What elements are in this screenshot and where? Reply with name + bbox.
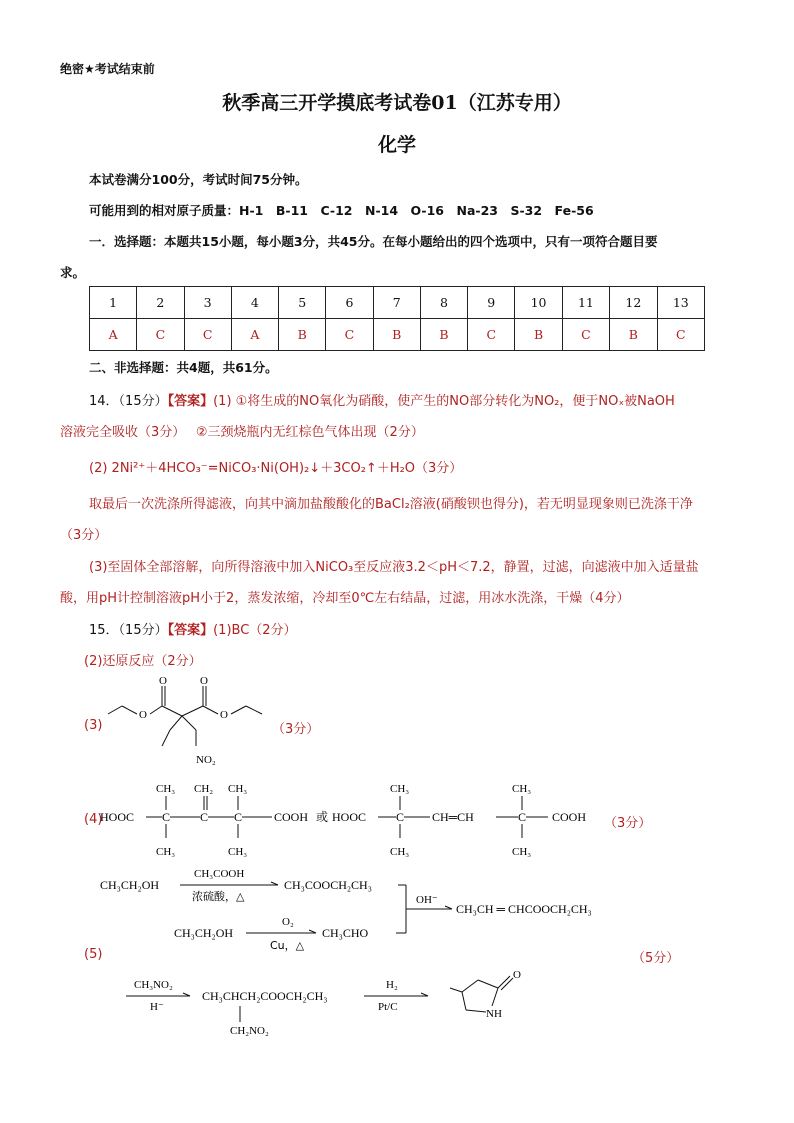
question-number: 3 — [184, 287, 231, 319]
q15-part4-structures — [96, 772, 606, 864]
carbon-2: C — [200, 810, 209, 824]
reagent-nitromethane: CH₃NO₂ — [134, 979, 173, 991]
carbon-1: C — [162, 810, 171, 824]
lactam-nh: NH — [486, 1008, 502, 1020]
question-number: 7 — [373, 287, 420, 319]
cooh-right-2: COOH — [552, 810, 587, 824]
q14-part3b: 酸，用pH计控制溶液pH小于2，蒸发浓缩，冷却至0℃左右结晶，过滤，用冰水洗涤，干燥（4分） — [60, 591, 630, 606]
answer-table — [89, 286, 705, 351]
answer-cell: B — [373, 319, 420, 351]
ester-o-right: O — [220, 709, 228, 721]
section2-heading: 二、非选择题：共4题，共61分。 — [89, 360, 278, 375]
q14-head: 14．（15分） — [89, 394, 168, 409]
confidential-label: 绝密★考试结束前 — [60, 62, 155, 76]
answer-table-answers — [90, 319, 705, 351]
subject-title: 化学 — [377, 134, 416, 156]
q14-answer-tag: 【答案】 — [167, 394, 214, 409]
answer-cell: B — [610, 319, 657, 351]
lactam-oxygen: O — [513, 969, 521, 981]
nitromethyl-group: CH₂NO₂ — [230, 1025, 269, 1037]
carbonyl-o-right: O — [200, 675, 208, 687]
q15-part1: (1)BC（2分） — [213, 623, 297, 638]
carbon-4: C — [396, 810, 405, 824]
q14-part1b: 溶液完全吸收（3分） ②三颈烧瓶内无红棕色气体出现（2分） — [60, 425, 424, 440]
carbon-3: C — [234, 810, 243, 824]
methyl-top-2: CH₃ — [228, 783, 248, 795]
question-number: 8 — [420, 287, 467, 319]
q15-part3-score: （3分） — [272, 722, 320, 737]
q15-part5-label: (5) — [84, 947, 103, 962]
answer-cell: B — [515, 319, 562, 351]
question-number: 9 — [468, 287, 515, 319]
info-score-time: 本试卷满分100分，考试时间75分钟。 — [89, 172, 308, 187]
q15-part2: (2)还原反应（2分） — [84, 654, 202, 669]
acetaldehyde: CH₃CHO — [322, 926, 369, 940]
q14-part3a: (3)至固体全部溶解，向所得溶液中加入NiCO₃至反应液3.2＜pH＜7.2，静置，过滤，向滤液中加入适量盐 — [89, 560, 699, 575]
hooc-left: HOOC — [100, 810, 135, 824]
answer-cell: C — [137, 319, 184, 351]
question-number: 1 — [90, 287, 137, 319]
q15-part5-score: （5分） — [632, 951, 680, 966]
answer-cell: C — [184, 319, 231, 351]
methyl-bottom-1: CH₃ — [156, 846, 176, 858]
cooh-right: COOH — [274, 810, 309, 824]
section1-heading: 一．选择题：本题共15小题，每小题3分，共45分。在每小题给出的四个选项中，只有一项符合题目要 — [89, 234, 658, 249]
q15-part3-label: (3) — [84, 718, 103, 733]
q14-part2-wash-a: 取最后一次洗涤所得滤液，向其中滴加盐酸酸化的BaCl₂溶液(硝酸钡也得分)，若无明显现象则已洗涤干净 — [89, 497, 693, 512]
question-number: 10 — [515, 287, 562, 319]
q15-line1 — [89, 619, 297, 638]
q15-part4-score: （3分） — [604, 816, 652, 831]
hooc-left-2: HOOC — [332, 810, 367, 824]
methyl-top-1: CH₃ — [156, 783, 176, 795]
question-number: 6 — [326, 287, 373, 319]
answer-cell: C — [326, 319, 373, 351]
carbonyl-o-left: O — [159, 675, 167, 687]
q15-answer-tag: 【答案】 — [167, 623, 214, 638]
reagent-h2: H₂ — [386, 979, 398, 991]
q14-part2: (2) 2Ni²⁺＋4HCO₃⁻=NiCO₃·Ni(OH)₂↓＋3CO₂↑＋H₂O（3分） — [89, 461, 463, 476]
ethanol-1: CH₃CH₂OH — [100, 878, 160, 892]
answer-cell: A — [231, 319, 278, 351]
answer-cell: B — [279, 319, 326, 351]
reagent-o2: O₂ — [282, 916, 294, 928]
ethyl-crotonate: CH₃CH ═ CHCOOCH₂CH₃ — [456, 902, 592, 916]
carbon-5: C — [518, 810, 527, 824]
methyl-top-3: CH₃ — [390, 783, 410, 795]
answer-cell: C — [562, 319, 609, 351]
or-word: 或 — [316, 810, 329, 824]
section1-heading-cont: 求。 — [60, 265, 86, 280]
ethanol-2: CH₃CH₂OH — [174, 926, 234, 940]
answer-cell: B — [420, 319, 467, 351]
ester-o-left: O — [139, 709, 147, 721]
reagent-acetic-acid: CH₃COOH — [194, 868, 245, 880]
question-number: 2 — [137, 287, 184, 319]
q14-part1a: (1) ①将生成的NO氧化为硝酸，使产生的NO部分转化为NO₂，便于NOₓ被NaOH — [213, 394, 675, 409]
methyl-bottom-3: CH₃ — [390, 846, 410, 858]
ethyl-acetate: CH₃COOCH₂CH₃ — [284, 878, 372, 892]
reagent-h: H⁻ — [150, 1001, 164, 1013]
q15-part4-label: (4) — [84, 812, 103, 827]
methylene-top: CH₂ — [194, 783, 214, 795]
answer-table-numbers — [90, 287, 705, 319]
catalyst-ptc: Pt/C — [378, 1001, 398, 1013]
question-number: 12 — [610, 287, 657, 319]
question-number: 4 — [231, 287, 278, 319]
question-number: 5 — [279, 287, 326, 319]
exam-title: 秋季高三开学摸底考试卷01（江苏专用） — [222, 92, 572, 114]
q15-part5-route-top — [96, 862, 656, 952]
ch-ch: CH═CH — [432, 810, 474, 824]
q14-part2-wash-b: （3分） — [60, 528, 108, 543]
answer-cell: A — [90, 319, 137, 351]
methyl-bottom-2: CH₃ — [228, 846, 248, 858]
q15-part3-structure — [100, 672, 280, 772]
question-number: 11 — [562, 287, 609, 319]
condition-cu: Cu，△ — [270, 939, 305, 952]
reagent-oh: OH⁻ — [416, 894, 438, 906]
methyl-top-4: CH₃ — [512, 783, 532, 795]
intermediate-ester: CH₃CHCH₂COOCH₂CH₃ — [202, 989, 328, 1003]
nitro-group: NO₂ — [196, 754, 216, 766]
info-atomic-masses: 可能用到的相对原子质量：H-1 B-11 C-12 N-14 O-16 Na-23 S-32 Fe-56 — [89, 203, 594, 218]
q15-part5-route-bottom — [120, 966, 540, 1046]
methyl-bottom-4: CH₃ — [512, 846, 532, 858]
answer-cell: C — [468, 319, 515, 351]
q14-line1 — [89, 390, 675, 409]
question-number: 13 — [657, 287, 704, 319]
q15-head: 15．（15分） — [89, 623, 168, 638]
condition-h2so4: 浓硫酸，△ — [192, 890, 245, 903]
answer-cell: C — [657, 319, 704, 351]
